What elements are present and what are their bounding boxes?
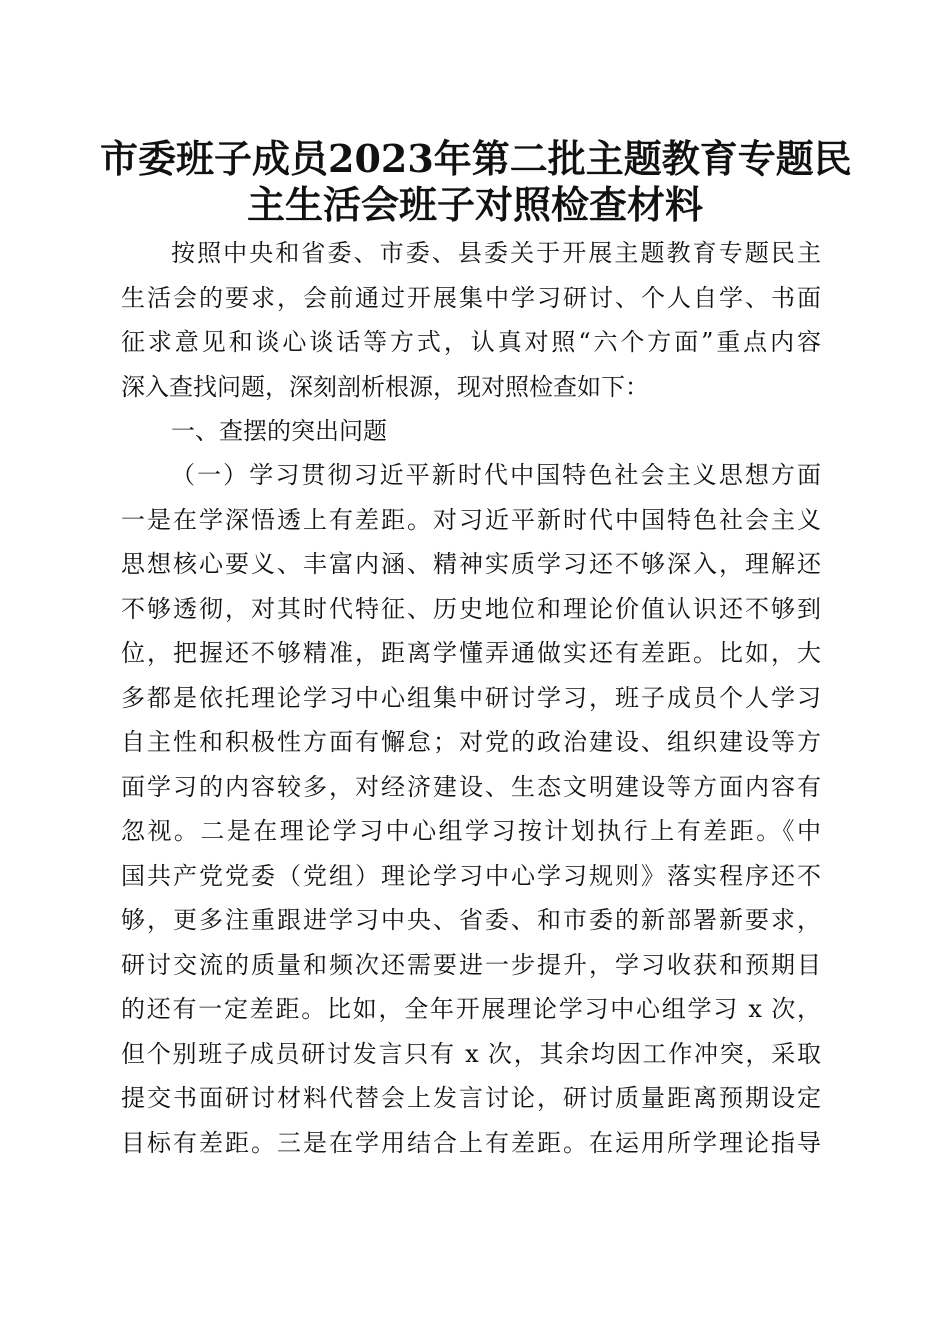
body-line: 研讨交流的质量和频次还需要进一步提升，学习收获和预期目 (121, 951, 821, 979)
body-line: 够，更多注重跟进学习中央、省委、和市委的新部署新要求， (121, 906, 821, 934)
intro-line: 深入查找问题，深刻剖析根源，现对照检查如下： (121, 373, 649, 401)
body-line: 目标有差距。三是在学用结合上有差距。在运用所学理论指导 (121, 1129, 821, 1157)
body-line: 一是在学深悟透上有差距。对习近平新时代中国特色社会主义 (121, 506, 821, 534)
document-title-line-2: 主生活会班子对照检查材料 (246, 182, 703, 227)
intro-line: 征求意见和谈心谈话等方式，认真对照“六个方面”重点内容 (121, 328, 821, 356)
body-line: 但个别班子成员研讨发言只有 x 次，其余均因工作冲突，采取 (121, 1040, 821, 1068)
body-line: 位，把握还不够精准，距离学懂弄通做实还有差距。比如，大 (121, 639, 821, 667)
document-title-line-1: 市委班子成员2023年第二批主题教育专题民 (100, 136, 852, 181)
body-line: 思想核心要义、丰富内涵、精神实质学习还不够深入，理解还 (121, 550, 821, 578)
body-line: 忽视。二是在理论学习中心组学习按计划执行上有差距。《中 (121, 817, 821, 845)
body-line: 自主性和积极性方面有懈怠；对党的政治建设、组织建设等方 (121, 728, 821, 756)
body-line: 的还有一定差距。比如，全年开展理论学习中心组学习 x 次， (121, 995, 821, 1023)
body-line: 国共产党党委（党组）理论学习中心学习规则》落实程序还不 (121, 862, 821, 890)
body-line: 提交书面研讨材料代替会上发言讨论，研讨质量距离预期设定 (121, 1084, 821, 1112)
body-line: 多都是依托理论学习中心组集中研讨学习，班子成员个人学习 (121, 684, 821, 712)
body-line: 不够透彻，对其时代特征、历史地位和理论价值认识还不够到 (121, 595, 821, 623)
intro-line: 生活会的要求，会前通过开展集中学习研讨、个人自学、书面 (121, 284, 821, 312)
section-heading: 一、查摆的突出问题 (171, 417, 387, 445)
subsection-heading: （一）学习贯彻习近平新时代中国特色社会主义思想方面 (171, 461, 821, 489)
body-line: 面学习的内容较多，对经济建设、生态文明建设等方面内容有 (121, 773, 821, 801)
intro-line: 按照中央和省委、市委、县委关于开展主题教育专题民主 (171, 239, 821, 267)
